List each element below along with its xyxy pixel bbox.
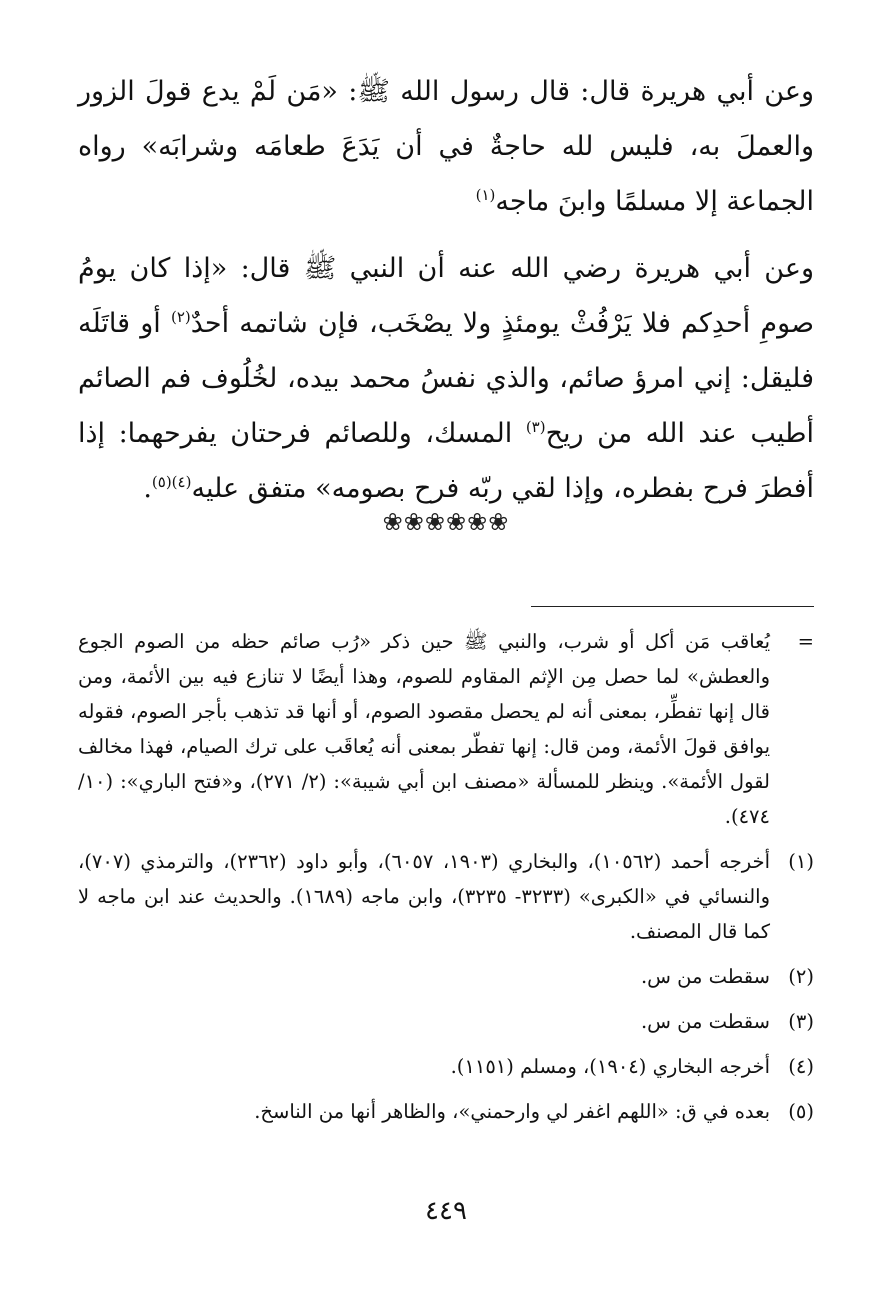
footnote-ref-2: (٢) bbox=[170, 308, 191, 326]
paragraph-1 bbox=[78, 64, 814, 229]
footnote-3 bbox=[78, 1004, 814, 1039]
footnote-ref-4-5: (٤)(٥) bbox=[151, 473, 192, 491]
paragraph-2 bbox=[78, 241, 814, 516]
footnote-text: يُعاقب مَن أكل أو شرب، والنبي ﷺ حين ذكر «رُب صائم حظه من الصوم الجوع والعطش» لما حصل مِن الإثم المقاوم للصوم، وهذا أيضًا لا تنازع فيه بين الأئمة، ومن قال إنها تفطِّر، بمعنى أنه لم يحصل مقصود الصوم، أو أنها قد تذهب بأجر الصوم، فقوله يوافق قولَ الأئمة، ومن قال: إنها تفطّر بمعنى أنه يُعاقَب على ترك الصيام، فهذا مخالف لقول الأئمة». وينظر للمسألة «مصنف ابن أبي شيبة»: (٢/ ٢٧١)، و«فتح الباري»: (١٠/ ٤٧٤). bbox=[78, 630, 770, 828]
footnote-separator bbox=[531, 606, 814, 607]
paragraph-2-text-c: المسك، وللصائم فرحتان يفرحهما: إذا أفطرَ فرح بفطره، وإذا لقي ربّه فرح بصومه» متفق عليه bbox=[78, 418, 814, 504]
footnote-2 bbox=[78, 959, 814, 994]
footnote-4 bbox=[78, 1049, 814, 1084]
footnote-continued bbox=[78, 624, 814, 834]
paragraph-2-text-a: وعن أبي هريرة رضي الله عنه أن النبي ﷺ قال: «إذا كان يومُ صومِ أحدِكم فلا يَرْفُثْ يومئذٍ ولا يصْخَب، فإن شاتمه أحدٌ bbox=[78, 253, 814, 339]
paragraph-2-text-b: أو قاتَلَه فليقل: إني امرؤ صائم، والذي نفسُ محمد بيده، لخُلُوف فم الصائم أطيب عند الله من ريح bbox=[78, 308, 814, 449]
paragraph-1-text: وعن أبي هريرة قال: قال رسول الله ﷺ: «مَن لَمْ يدع قولَ الزور والعملَ به، فليس لله حاجةٌ في أن يَدَعَ طعامَه وشرابَه» رواه الجماعة إلا مسلمًا وابنَ ماجه bbox=[78, 76, 814, 217]
footnote-text: سقطت من س. bbox=[640, 1010, 770, 1033]
footnote-text: أخرجه أحمد (١٠٥٦٢)، والبخاري (١٩٠٣، ٦٠٥٧)، وأبو داود (٢٣٦٢)، والترمذي (٧٠٧)، والنسائي في «الكبرى» (٣٢٣٣- ٣٢٣٥)، وابن ماجه (١٦٨٩). والحديث عند ابن ماجه لا كما قال المصنف. bbox=[78, 850, 770, 943]
footnote-text: أخرجه البخاري (١٩٠٤)، ومسلم (١١٥١). bbox=[450, 1055, 770, 1078]
footnote-mark: = bbox=[797, 630, 814, 653]
page-number: ٤٤٩ bbox=[425, 1196, 467, 1226]
footnote-mark: (٣) bbox=[788, 1010, 814, 1033]
footnote-mark: (٤) bbox=[788, 1055, 814, 1078]
footnote-text: سقطت من س. bbox=[640, 965, 770, 988]
footnote-mark: (٢) bbox=[788, 965, 814, 988]
footnote-1 bbox=[78, 844, 814, 949]
footnote-mark: (٥) bbox=[788, 1100, 814, 1123]
footnote-5 bbox=[78, 1094, 814, 1129]
main-text bbox=[78, 64, 814, 516]
footnote-text: بعده في ق: «اللهم اغفر لي وارحمني»، والظاهر أنها من الناسخ. bbox=[254, 1100, 770, 1123]
section-ornament: ❀❀❀❀❀❀ bbox=[382, 508, 510, 536]
footnote-ref-1: (١) bbox=[475, 186, 496, 204]
footnote-ref-3: (٣) bbox=[525, 418, 546, 436]
footnotes bbox=[78, 624, 814, 1129]
footnote-mark: (١) bbox=[788, 850, 814, 873]
paragraph-2-end: . bbox=[143, 473, 152, 504]
